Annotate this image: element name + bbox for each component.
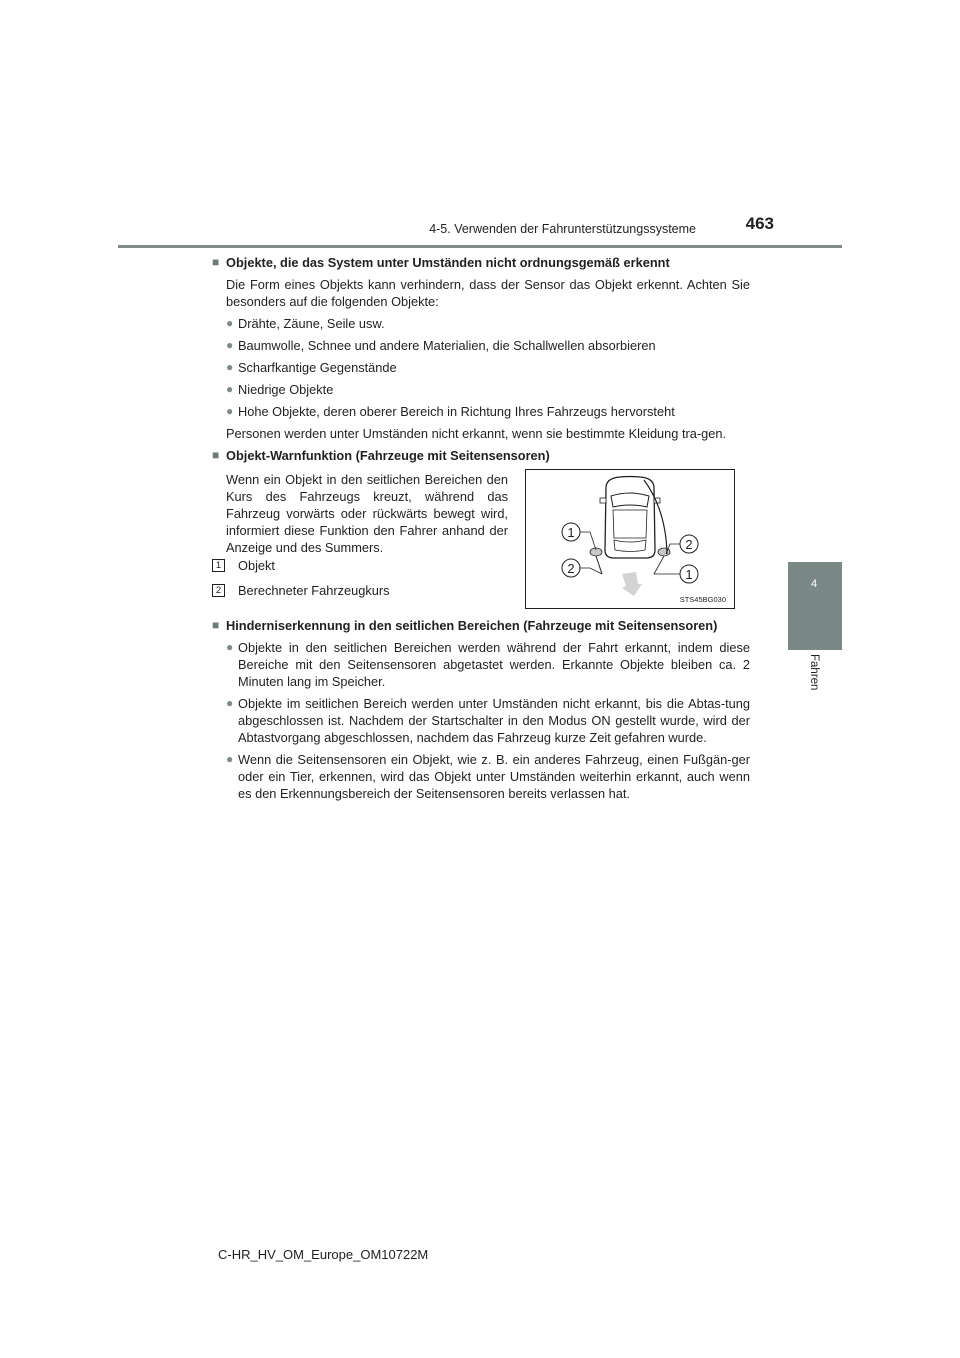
vehicle-diagram-svg	[526, 470, 734, 608]
legend-label: Objekt	[238, 558, 275, 573]
list-item: ● Scharfkantige Gegenstände	[226, 360, 397, 375]
section-title: 4-5. Verwenden der Fahrunterstützungssysteme	[429, 222, 696, 236]
list-item: ● Objekte im seitlichen Bereich werden unter Umständen nicht erkannt, bis die Abtas-tung abgeschlossen ist. Nachdem der Startschalter in den Modus ON gestellt wurde, wird der Abtastvorgang abgeschlossen, nachdem das Fahrzeug kurze Zeit gefahren wurde.	[226, 696, 750, 745]
callout-number: 1	[685, 567, 693, 582]
legend-number: 2	[212, 584, 225, 597]
circle-bullet-icon: ●	[226, 404, 234, 418]
chapter-label-box	[788, 650, 842, 710]
circle-bullet-icon: ●	[226, 382, 234, 396]
document-code: C-HR_HV_OM_Europe_OM10722M	[218, 1247, 429, 1262]
circle-bullet-icon: ●	[226, 360, 234, 374]
legend-item	[212, 557, 275, 574]
circle-bullet-icon: ●	[226, 338, 234, 352]
objects-intro: Die Form eines Objekts kann verhindern, dass der Sensor das Objekt erkennt. Achten Sie besonders auf die folgenden Objekte:	[226, 277, 750, 309]
section-heading-objects	[212, 254, 750, 271]
heading-text: Objekte, die das System unter Umständen nicht ordnungsgemäß erkennt	[226, 255, 670, 270]
header-divider	[118, 245, 842, 248]
warning-description: Wenn ein Objekt in den seitlichen Bereichen den Kurs des Fahrzeugs kreuzt, während das Fahrzeug vorwärts oder rückwärts bewegt wird, informiert diese Funktion den Fahrer anhand der Anzeige und des Summers.	[226, 472, 508, 555]
square-bullet-icon: ■	[212, 618, 220, 632]
callout-number: 2	[685, 537, 693, 552]
heading-text: Objekt-Warnfunktion (Fahrzeuge mit Seitensensoren)	[226, 448, 550, 463]
circle-bullet-icon: ●	[226, 316, 234, 330]
circle-bullet-icon: ●	[226, 752, 234, 766]
car-body-icon	[605, 477, 655, 559]
legend-label: Berechneter Fahrzeugkurs	[238, 583, 390, 598]
square-bullet-icon: ■	[212, 448, 220, 462]
circle-bullet-icon: ●	[226, 640, 234, 654]
section-heading-detection	[212, 617, 750, 634]
list-item: ● Wenn die Seitensensoren ein Objekt, wie z. B. ein anderes Fahrzeug, einen Fußgän-ger oder ein Tier, erkennen, wird das Objekt unter Umständen weiterhin erkannt, auch wenn es den Erkennungsbereich der Seitensensoren bereits verlassen hat.	[226, 752, 750, 801]
legend-item	[212, 582, 390, 599]
leader-line	[654, 556, 680, 574]
warning-block	[212, 469, 750, 613]
list-item: ● Niedrige Objekte	[226, 382, 334, 397]
circle-bullet-icon: ●	[226, 696, 234, 710]
leader-line	[580, 568, 602, 574]
square-bullet-icon: ■	[212, 255, 220, 269]
legend-number: 1	[212, 559, 225, 572]
page-number: 463	[745, 214, 774, 233]
mirror-icon	[600, 498, 606, 503]
objects-note: Personen werden unter Umständen nicht erkannt, wenn sie bestimmte Kleidung tra-gen.	[226, 426, 727, 441]
chapter-label: Fahren	[808, 654, 820, 691]
course-arrow-icon	[622, 572, 642, 596]
chapter-tab	[788, 562, 842, 650]
list-item: ● Drähte, Zäune, Seile usw.	[226, 316, 385, 331]
windshield-icon	[611, 493, 649, 507]
list-item: ● Baumwolle, Schnee und andere Materialien, die Schallwellen absorbieren	[226, 338, 656, 353]
chapter-number: 4	[811, 578, 818, 590]
heading-text: Hinderniserkennung in den seitlichen Bereichen (Fahrzeuge mit Seitensensoren)	[226, 618, 718, 633]
section-heading-warning	[212, 447, 750, 464]
callout-number: 2	[567, 561, 575, 576]
list-item: ● Objekte in den seitlichen Bereichen werden während der Fahrt erkannt, indem diese Bereiche mit den Seitensensoren abgetastet werden. Erkannte Objekte bleiben ca. 2 Minuten lang im Speicher.	[226, 640, 750, 689]
callout-number: 1	[567, 525, 575, 540]
leader-line	[580, 532, 596, 550]
vehicle-diagram	[525, 469, 735, 609]
list-item: ● Hohe Objekte, deren oberer Bereich in Richtung Ihres Fahrzeugs hervorsteht	[226, 404, 675, 419]
figure-code: STS45BG030	[679, 595, 726, 604]
main-content	[212, 254, 750, 807]
